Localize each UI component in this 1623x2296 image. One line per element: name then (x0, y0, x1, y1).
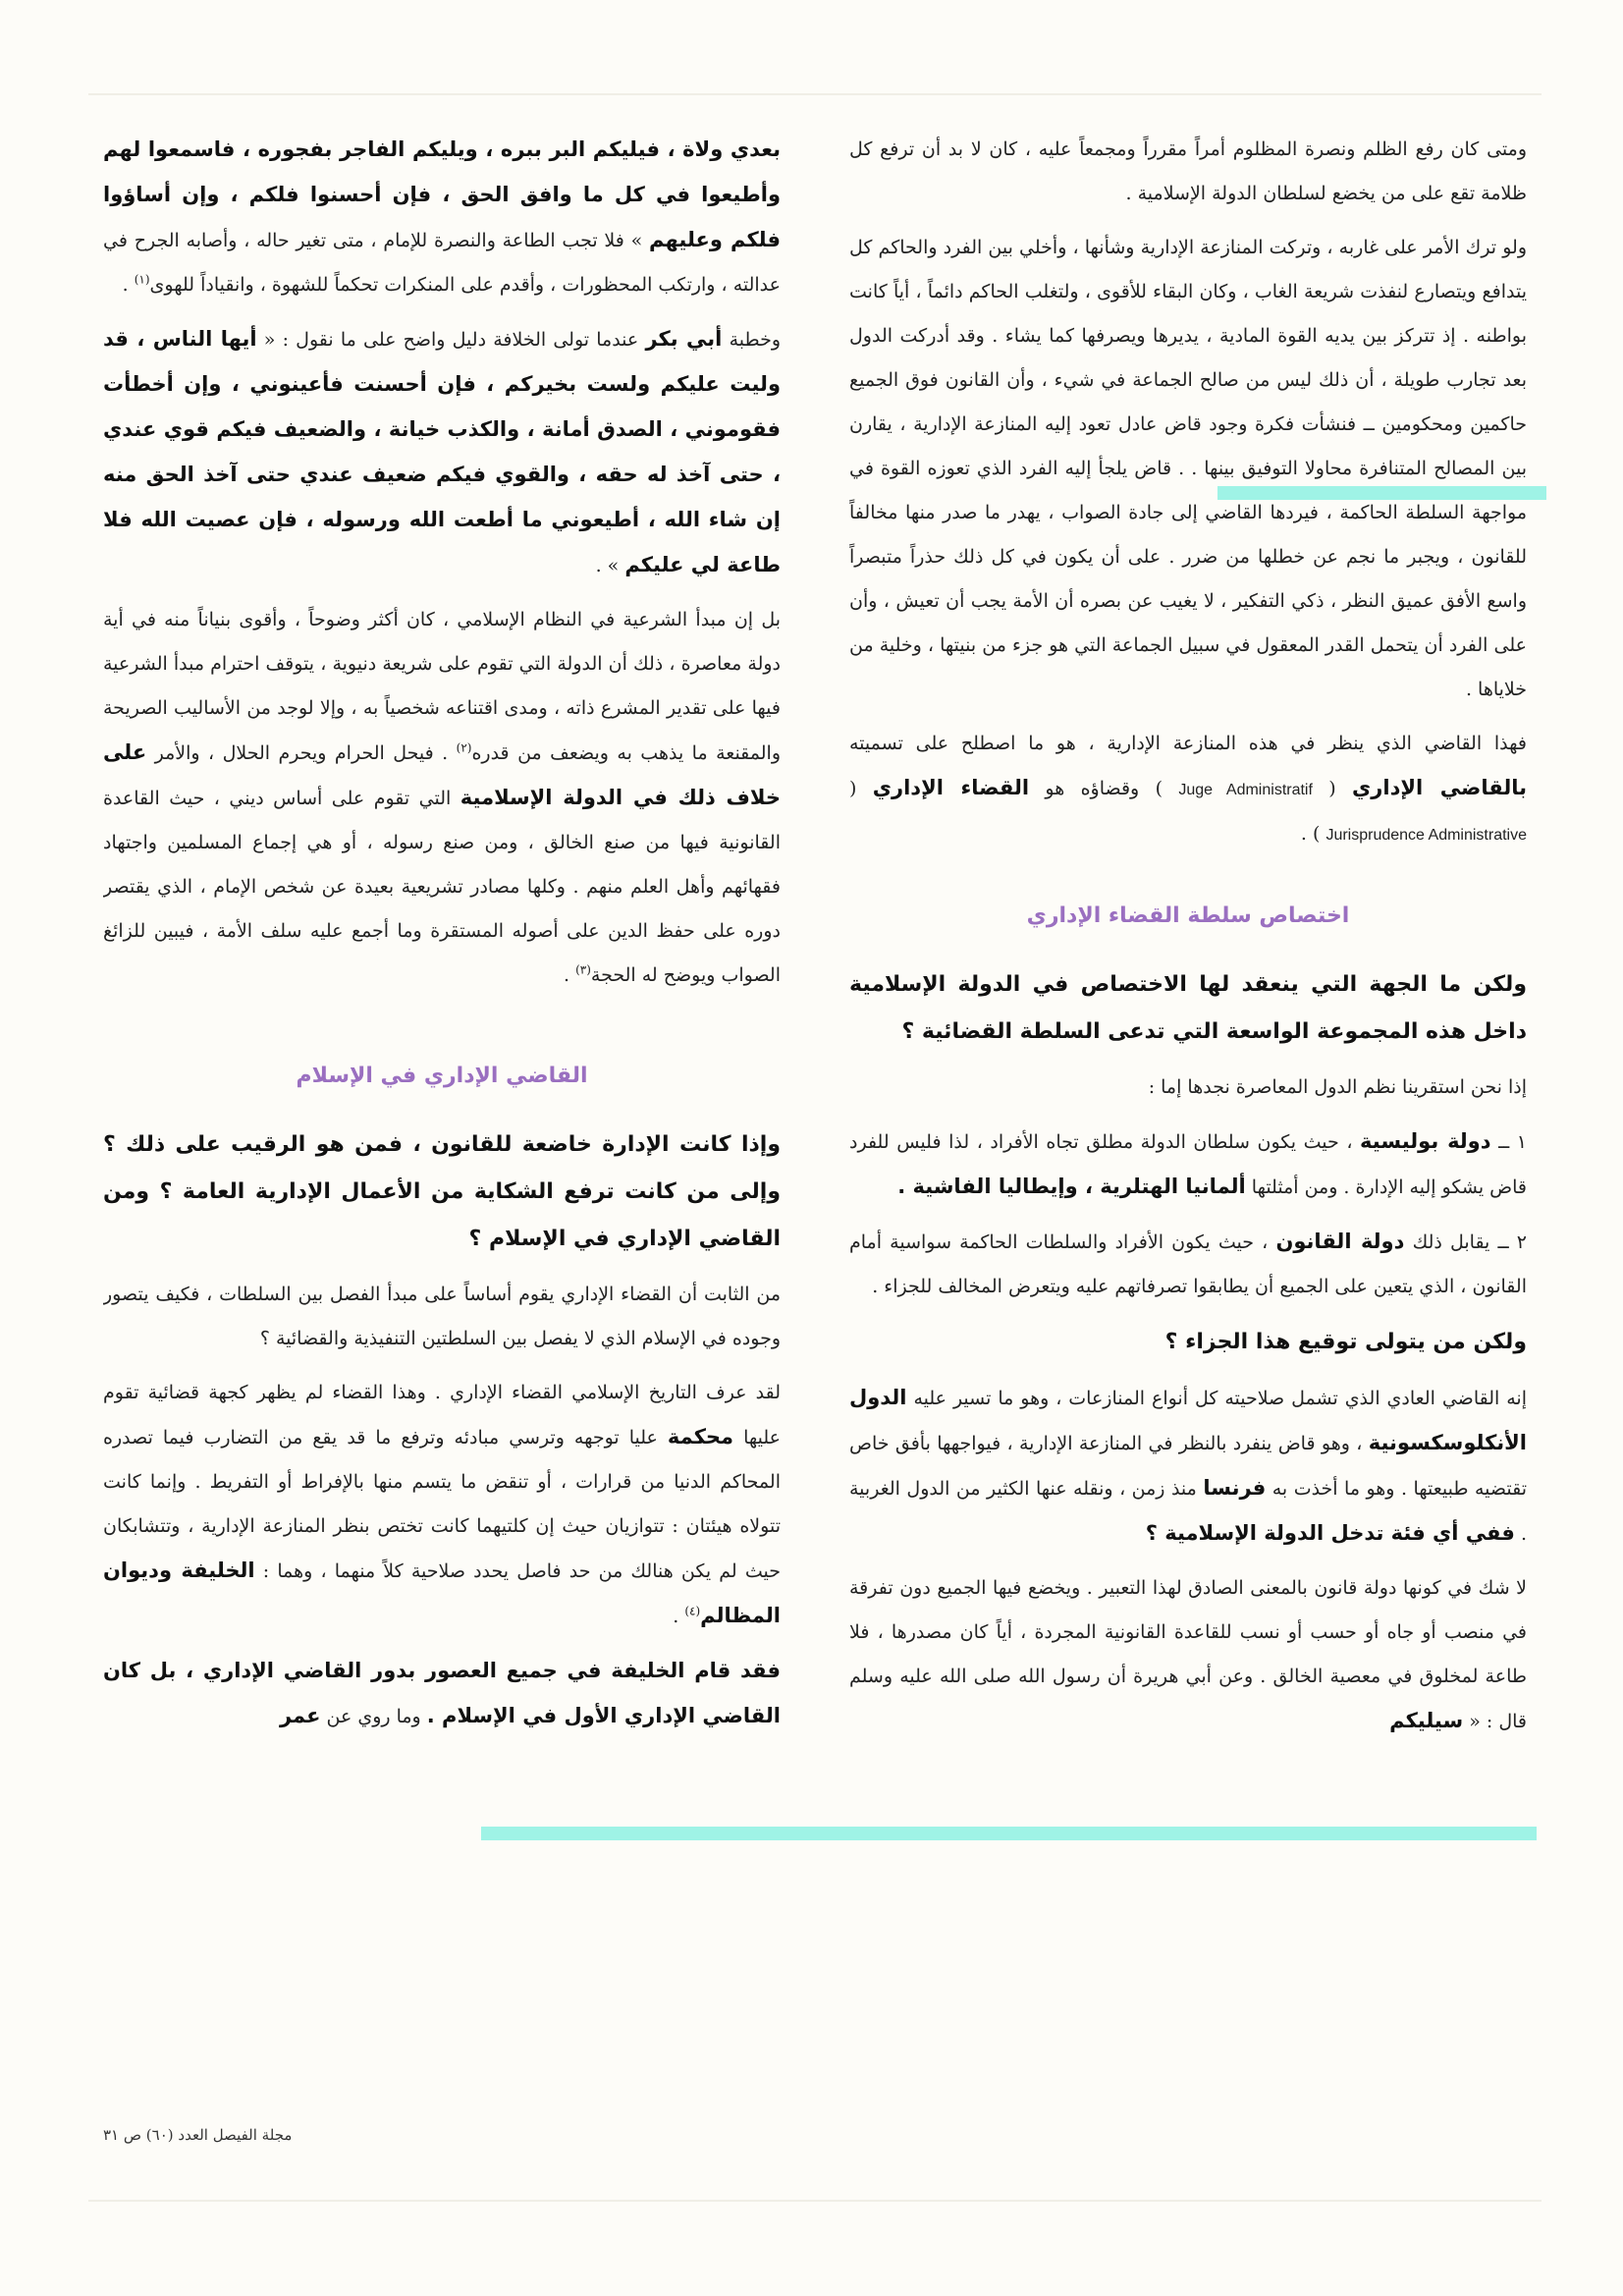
text-run: ، حيث يكون سلطان الدولة مطلق تجاه الأفراد ، لذا فليس للفرد قاض يشكو إليه الإدارة . ومن أمثلتها (849, 1131, 1527, 1198)
section-heading-judge-in-islam: القاضي الإداري في الإسلام (296, 1064, 588, 1088)
term-police-state: دولة بوليسية (1360, 1129, 1491, 1153)
text-run: وخطبة (722, 329, 781, 351)
question-category: ففي أي فئة تدخل الدولة الإسلامية ؟ (1145, 1521, 1515, 1545)
left-paragraph-5: من الثابت أن القضاء الإداري يقوم أساساً على مبدأ الفصل بين السلطات ، فكيف يتصور وجوده في الإسلام الذي لا يفصل بين السلطتين التنفيذية والقضائية ؟ (103, 1284, 781, 1349)
left-column (103, 128, 781, 2052)
text-run: ، وهو قاض ينفرد بالنظر في المنازعة الإدارية ، فيواجهها بأفق خاص تقتضيه طبيعتها . وهو ما أخذت به (849, 1433, 1527, 1500)
footnote-ref-2: (٢) (456, 740, 472, 755)
left-paragraph-4: وإذا كانت الإدارة خاضعة للقانون ، فمن هو الرقيب على ذلك ؟ وإلى من كانت ترفع الشكاية من الأعمال الإدارية العامة ؟ ومن القاضي الإداري في الإسلام ؟ (103, 1132, 781, 1251)
term-administrative-judge: بالقاضي الإداري (1352, 776, 1527, 799)
text-run: » فلا تجب الطاعة والنصرة للإمام ، متى تغير حاله ، وأصابه الجرح في عدالته ، وارتكب المحظورات ، وأقدم على المنكرات تحكماً للشهوة ، وانقياداً للهوى (103, 230, 781, 296)
text-run: عندما تولى الخلافة دليل واضح على ما نقول : « (256, 329, 646, 351)
term-france: فرنسا (1203, 1476, 1267, 1500)
text-run: » . (595, 555, 625, 576)
right-paragraph-1: ومتى كان رفع الظلم ونصرة المظلوم أمراً مقرراً ومجمعاً عليه ، كان لا بد أن ترفع كل ظلامة تقع على من يخضع لسلطان الدولة الإسلامية . (849, 138, 1527, 204)
text-run: فهذا القاضي الذي ينظر في هذه المنازعة الإدارية ، هو ما اصطلح على تسميته (849, 733, 1527, 754)
right-paragraph-7 (849, 1220, 1527, 1309)
text-run: . فيحل الحرام ويحرم الحلال ، والأمر (146, 742, 457, 764)
right-column (849, 128, 1527, 2052)
emphasis-islamic-state: على خلاف ذلك في الدولة الإسلامية (103, 740, 781, 809)
term-anglo-saxon: الدول الأنكلوسكسونية (849, 1386, 1527, 1454)
right-paragraph-6 (849, 1120, 1527, 1210)
hadith-continuation: بعدي ولاة ، فيليكم البر ببره ، ويليكم الفاجر بفجوره ، فاسمعوا لهم وأطيعوا في كل ما وافق الحق ، فإن أحسنوا فلكم ، وإن أساؤوا فلكم وعليهم (103, 137, 781, 251)
bottom-edge-rule (88, 2200, 1542, 2202)
text-run: عليا توجهه وترسي مبادئه وترفع ما قد يقع من التضارب فيما تصدره المحاكم الدنيا من قرارات ، أو تنقض ما يتسم منها بالإفراط أو التفريط . وإنما كانت تتولاه هيئتان : تتوازيان حيث إن كلتيهما كانت تختص بنظر المنازعة الإدارية ، وتتشابكان حيث لم يكن هنالك من حد فاصل يحدد صلاحية كلاً منهما ، وهما : (103, 1427, 781, 1582)
name-omar: عمر (279, 1704, 321, 1727)
term-rule-of-law: دولة القانون (1275, 1230, 1405, 1253)
right-paragraph-2: ولو ترك الأمر على غاربه ، وتركت المنازعة الإدارية وشأنها ، وأخلي بين الفرد والحاكم كل يتدافع ويتصارع لنفذت شريعة الغاب ، وكان البقاء للأقوى ، ولتغلب الحاكم دائماً ، أياً كانت بواطنه . إذ تتركز بين يديه القوة المادية ، يديرها ويصرفها كما يشاء . وقد أدركت الدول بعد تجارب طويلة ، أن ذلك ليس من صالح الجماعة في شيء ، وأن القانون فوق الجميع حاكمين ومحكومين ــ فنشأت فكرة وجود قاض عادل تعود إليه المنازعة الإدارية ، يقارن بين المصالح المتنافرة محاولا التوفيق بينها . . قاض يلجأ إليه الفرد الذي تعوزه القوة في مواجهة السلطة الحاكمة ، فيردها القاضي إلى جادة الصواب ، يهدر ما صدر منها مخالفاً للقانون ، ويجبر ما نجم عن خطلها من ضرر . على أن يكون في كل ذلك حذراً متبصراً واسع الأفق عميق النظر ، ذكي التفكير ، لا يغيب عن بصره أن الأمة يجب أن تعيش ، وأن على الفرد أن يتحمل القدر المعقول في سبيل الجماعة التي هو جزء من بنيتها ، وخلية من خلاياها . (849, 237, 1527, 700)
left-paragraph-1: بعدي ولاة ، فيليكم البر ببره ، ويليكم الفاجر بفجوره ، فاسمعوا لهم وأطيعوا في كل ما وافق الحق ، فإن أحسنوا فلكم ، وإن أساؤوا فلكم وعليهم » فلا تجب الطاعة والنصرة للإمام ، متى تغير حاله ، وأصابه الجرح في عدالته ، وارتكب المحظورات ، وأقدم على المنكرات تحكماً للشهوة ، وانقياداً للهوى$^{(١)}$ . (103, 137, 781, 296)
left-paragraph-6: لقد عرف التاريخ الإسلامي القضاء الإداري . وهذا القضاء لم يظهر كجهة قضائية تقوم عليها محكمة عليا توجهه وترسي مبادئه وترفع ما قد يقع من التضارب فيما تصدره المحاكم الدنيا من قرارات ، أو تنقض ما يتسم منها بالإفراط أو التفريط . وإنما كانت تتولاه هيئتان : تتوازيان حيث إن كلتيهما كانت تختص بنظر المنازعة الإدارية ، وتتشابكان حيث لم يكن هنالك من حد فاصل يحدد صلاحية كلاً منهما ، وهما : الخليفة وديوان المظالم$^{(٤)}$ . (103, 1382, 781, 1627)
section-heading-jurisdiction: اختصاص سلطة القضاء الإداري (1026, 903, 1350, 928)
text-run: ٢ ــ يقابل ذلك (1404, 1231, 1527, 1253)
abu-bakr-speech: أيها الناس ، قد وليت عليكم ولست بخيركم ، فإن أحسنت فأعينوني ، وإن أخطأت فقوموني ، الصدق أمانة ، والكذب خيانة ، والضعيف فيكم قوي عندي ، حتى آخذ له حقه ، والقوي فيكم ضعيف عندي حتى آخذ الحق منه إن شاء الله ، أطيعوني ما أطعت الله ورسوله ، فإن عصيت الله فلا طاعة لي عليكم (103, 327, 781, 576)
footnote-ref-3: (٣) (575, 962, 591, 977)
text-run: بل إن مبدأ الشرعية في النظام الإسلامي ، كان أكثر وضوحاً ، وأقوى بنياناً منه في أية دولة معاصرة ، ذلك أن الدولة التي تقوم على شريعة دنيوية ، يتوقف احترام مبدأ الشرعية فيها على تقدير المشرع ذاته ، ومدى اقتناعه شخصياً به ، وإلا لوجد من الأساليب الصريحة والمقنعة ما يذهب به ويضعف من قدره (103, 609, 781, 764)
text-run: إنه القاضي العادي الذي تشمل صلاحيته كل أنواع المنازعات ، وهو ما تسير عليه (906, 1388, 1527, 1409)
top-edge-rule (88, 93, 1542, 95)
term-caliph-and-diwan: الخليفة وديوان المظالم (103, 1558, 781, 1627)
right-paragraph-3: فهذا القاضي الذي ينظر في هذه المنازعة الإدارية ، هو ما اصطلح على تسميته بالقاضي الإداري ( Juge Administratif ) وقضاؤه هو القضاء الإداري ( Jurisprudence Administrative ) . (849, 733, 1527, 845)
footnote-ref-4: (٤) (684, 1604, 701, 1618)
page-footer: مجلة الفيصل العدد (٦٠) ص ٣١ (103, 2126, 293, 2144)
right-paragraph-4: ولكن ما الجهة التي ينعقد لها الاختصاص في الدولة الإسلامية داخل هذه المجموعة الواسعة التي تدعى السلطة القضائية ؟ (849, 972, 1527, 1044)
text-run: وقضاؤه هو (1029, 778, 1156, 799)
highlighter-mark-right (1217, 486, 1546, 500)
name-abu-bakr: أبي بكر (645, 327, 723, 351)
left-paragraph-3: بل إن مبدأ الشرعية في النظام الإسلامي ، كان أكثر وضوحاً ، وأقوى بنياناً منه في أية دولة معاصرة ، ذلك أن الدولة التي تقوم على شريعة دنيوية ، يتوقف احترام مبدأ الشرعية فيها على تقدير المشرع ذاته ، ومدى اقتناعه شخصياً به ، وإلا لوجد من الأساليب الصريحة والمقنعة ما يذهب به ويضعف من قدره$^{(٢)}$ . فيحل الحرام ويحرم الحلال ، والأمر على خلاف ذلك في الدولة الإسلامية التي تقوم على أساس ديني ، حيث القاعدة القانونية فيها من صنع الخالق ، ومن صنع رسوله ، أو هي إجماع المسلمين واجتهاد فقهائهم وأهل العلم منهم . وكلها مصادر تشريعية بعيدة عن شخص الإمام ، الذي يقتصر دوره على حفظ الدين على أصوله المستقرة وما أجمع عليه سلف الأمة ، فيبين للزائغ الصواب ويوضح له الحجة$^{(٣)}$ . (103, 609, 781, 986)
text-run: منذ زمن ، ونقله عنها الكثير من الدول الغربية . (849, 1478, 1527, 1545)
term-administrative-judiciary: القضاء الإداري (872, 776, 1030, 799)
text-run: لا شك في كونها دولة قانون بالمعنى الصادق لهذا التعبير . ويخضع فيها الجميع دون تفرقة في منصب أو جاه أو حسب أو نسب للقاعدة القانونية المجردة ، أياً كان مصدرها ، فلا طاعة لمخلوق في معصية الخالق . وعن أبي هريرة أن رسول الله صلى الله عليه وسلم قال : « (849, 1577, 1527, 1732)
left-paragraph-2 (103, 317, 781, 588)
left-paragraph-7 (103, 1649, 781, 1739)
hadith-start: سيليكم (1389, 1709, 1464, 1732)
text-run: لقد عرف التاريخ الإسلامي القضاء الإداري . وهذا القضاء لم يظهر كجهة قضائية تقوم عليها (103, 1382, 781, 1449)
term-court: محكمة (667, 1425, 734, 1449)
right-paragraph-5: إذا نحن استقرينا نظم الدول المعاصرة نجدها إما : (1148, 1076, 1527, 1098)
right-paragraph-10 (849, 1566, 1527, 1744)
footnote-ref-1: (١) (134, 272, 150, 287)
text-run: وما روي عن (320, 1706, 427, 1727)
text-run: التي تقوم على أساس ديني ، حيث القاعدة القانونية فيها من صنع الخالق ، ومن صنع رسوله ، أو هي إجماع المسلمين واجتهاد فقهائهم وأهل العلم منهم . وكلها مصادر تشريعية بعيدة عن شخص الإمام ، الذي يقتصر دوره على حفظ الدين على أصوله المستقرة وما أجمع عليه سلف الأمة ، فيبين للزائغ الصواب ويوضح له الحجة (103, 788, 781, 986)
highlighter-mark-lower (481, 1827, 1537, 1840)
latin-term-juge: Juge Administratif (1178, 782, 1313, 798)
term-examples: ألمانيا الهتلرية ، وإيطاليا الفاشية . (897, 1175, 1246, 1198)
latin-term-jurisprudence: Jurisprudence Administrative (1325, 827, 1527, 844)
text-run: ، حيث يكون الأفراد والسلطات الحاكمة سواسية أمام القانون ، الذي يتعين على الجميع أن يطابقوا تصرفاتهم عليه ويتعرض المخالف للجزاء . (849, 1231, 1527, 1297)
text-run: ١ ــ (1490, 1131, 1527, 1153)
right-paragraph-8: ولكن من يتولى توقيع هذا الجزاء ؟ (1164, 1330, 1527, 1354)
caliph-statement: فقد قام الخليفة في جميع العصور بدور القاضي الإداري ، بل كان القاضي الإداري الأول في الإسلام . (103, 1659, 781, 1727)
right-paragraph-9 (849, 1376, 1527, 1557)
